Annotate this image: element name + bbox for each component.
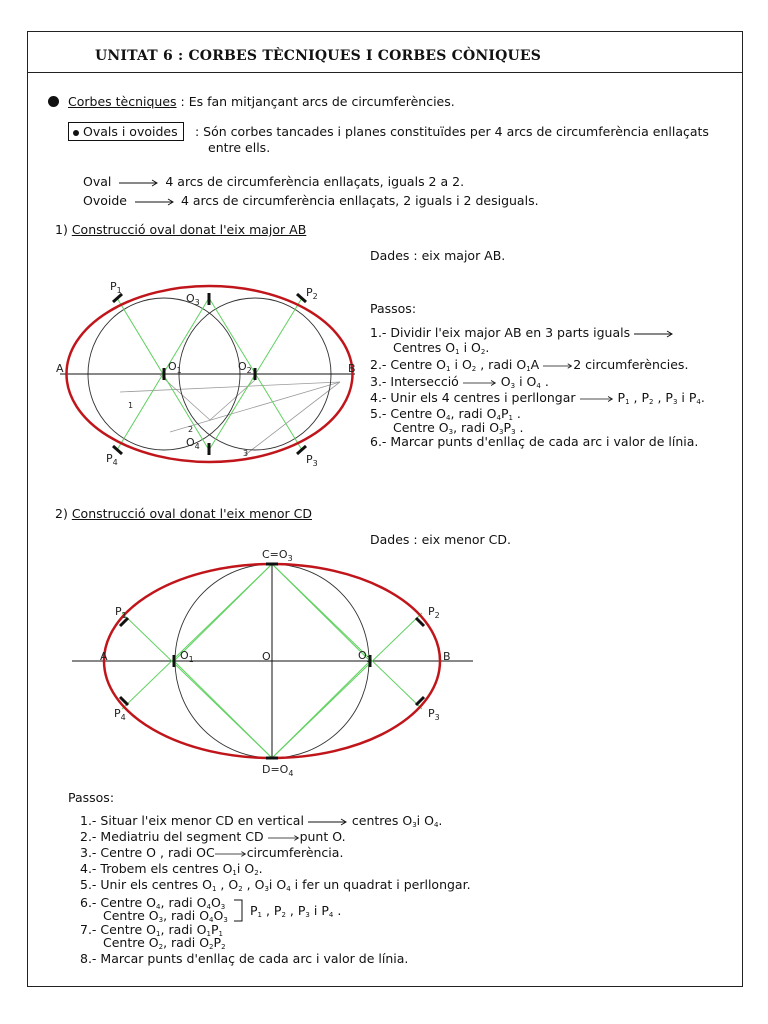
s: 2	[366, 655, 372, 664]
s2-step4-text: 4.- Trobem els centres O	[80, 861, 233, 876]
s1-step5-text: 5.- Centre O	[370, 406, 447, 421]
s: 3	[194, 298, 200, 307]
s1-step1	[370, 325, 674, 340]
bullet-icon	[48, 96, 59, 107]
s: 4	[120, 713, 126, 722]
sub: 1	[211, 885, 217, 893]
intro-line	[68, 94, 455, 109]
frag: i	[519, 374, 523, 389]
sub: 4	[209, 916, 214, 924]
sub: 2	[254, 869, 259, 877]
s1-step2-text: 2.- Centre O	[370, 357, 447, 372]
intro-label: Corbes tècniques	[68, 94, 177, 109]
s1-step2: 2.- Centre $O_1$ i $O_2$ , radi $O_1A$ 2 circumferències.	[370, 357, 689, 373]
section2-passos: Passos:	[68, 790, 115, 805]
sub: 1	[218, 930, 223, 938]
s: 3	[312, 459, 318, 468]
section1-heading	[55, 222, 306, 237]
label-p3	[306, 453, 318, 468]
s1-step3-text: 3.- Intersecció	[370, 374, 459, 389]
arrow-icon	[135, 198, 175, 206]
label-o4	[186, 436, 200, 451]
label-o1	[180, 649, 194, 664]
sub: 4	[328, 911, 334, 919]
frag: i	[416, 813, 421, 828]
page-title: UNITAT 6 : CORBES TÈCNIQUES I CORBES CÒNIQUES	[95, 48, 542, 64]
s1-step3: 3.- Intersecció $O_3$ i $O_4$ .	[370, 374, 549, 390]
s2-step3	[80, 845, 343, 860]
sub: 1	[257, 911, 263, 919]
sub: 3	[223, 916, 228, 924]
label-p1	[110, 280, 122, 295]
o: O	[358, 649, 367, 662]
s2-step5-text: 5.- Unir els centres O	[80, 877, 212, 892]
section1-dades: Dades : eix major AB.	[370, 248, 506, 263]
s2-step8: 8.- Marcar punts d'enllaç de cada arc i valor de línia.	[80, 951, 409, 966]
label-o: O	[262, 650, 271, 663]
s2-step1: 1.- Situar l'eix menor CD en vertical centres $O_3i$ $O_4$.	[80, 813, 443, 829]
oval-minor-axis-diagram	[70, 545, 480, 780]
frag: A	[530, 357, 540, 372]
s1-step4-text: 4.- Unir els 4 centres i perllongar	[370, 390, 576, 405]
label-p4	[114, 707, 126, 722]
frag: 2 circumferències.	[573, 357, 689, 372]
sub: 3	[158, 916, 164, 924]
sub: 4	[433, 821, 439, 829]
def-ovoide-term: Ovoide	[83, 193, 127, 208]
label-o2	[358, 649, 372, 664]
label-p4	[106, 452, 118, 467]
s2-step7-text: 7.- Centre O	[80, 922, 157, 937]
sub: 4	[156, 903, 161, 911]
label-d	[262, 763, 293, 778]
s: 4	[288, 769, 294, 778]
arrow-icon	[119, 179, 159, 187]
sub: 3	[499, 428, 504, 436]
frag: i	[681, 390, 685, 405]
intro-text: : Es fan mitjançant arcs de circumferències.	[176, 94, 455, 109]
sub: 1	[446, 365, 451, 373]
o: O	[238, 360, 247, 373]
p: P	[110, 280, 117, 293]
header-rule	[27, 72, 743, 73]
sub: 2	[471, 365, 477, 373]
s2-step6b: Centre $O_3$, radi $O_4O_3$	[103, 908, 228, 924]
frag: , radi O	[453, 420, 500, 435]
s2-step7b: Centre $O_2$, radi $O_2P_2$	[103, 935, 226, 951]
s1-step5b-text: Centre O	[393, 420, 449, 435]
sub: 3	[264, 885, 269, 893]
arrow-icon	[215, 850, 247, 858]
label-p1	[115, 605, 127, 620]
sub: 4	[286, 885, 291, 893]
sub: 1	[206, 930, 211, 938]
section1-passos: Passos:	[370, 301, 417, 316]
s: 2	[312, 292, 318, 301]
label-o3	[186, 292, 200, 307]
ovals-label: Ovals i ovoides	[83, 124, 178, 139]
section2-title: Construcció oval donat l'eix menor CD	[71, 506, 312, 521]
s2-step3b-text: circumferència.	[246, 845, 344, 860]
label-a: A	[56, 362, 64, 375]
sub: 4	[496, 414, 501, 422]
s2-step5: 5.- Unir els centres $O_1$ , $O_2$ , $O_3i$ $O_4$ i fer un quadrat i perllongar.	[80, 877, 471, 893]
sub: 4	[446, 414, 451, 422]
def-ovoide	[83, 193, 539, 208]
s: 4	[194, 442, 200, 451]
s1-step6: 6.- Marcar punts d'enllaç de cada arc i valor de línia.	[370, 434, 699, 449]
sub: 1	[625, 398, 630, 406]
s2-step7b-text: Centre O	[103, 935, 159, 950]
s: 2	[434, 611, 440, 620]
section2-heading	[55, 506, 312, 521]
sub: 2	[281, 911, 286, 919]
o: O	[180, 649, 189, 662]
s2-step1b-text: centres O	[351, 813, 413, 828]
arrow-icon	[580, 395, 614, 403]
arrow-icon	[463, 379, 497, 387]
s2-step5b-text: i fer un quadrat i perllongar.	[294, 877, 471, 892]
frag: , radi O	[450, 406, 497, 421]
s: 1	[121, 611, 127, 620]
sub: 2	[649, 398, 654, 406]
sub: 1	[232, 869, 237, 877]
s1-step1-text: 1.- Dividir l'eix major AB en 3 parts iguals	[370, 325, 631, 340]
frag: i	[268, 877, 273, 892]
frag: , radi O	[480, 357, 527, 372]
sub: 2	[158, 943, 164, 951]
frag: , radi O	[160, 895, 207, 910]
s1-step1b-text: Centres O	[393, 340, 456, 355]
s1-step5: 5.- Centre $O_4$, radi $O_4P_1$ .	[370, 406, 521, 422]
s2-step6: 6.- Centre $O_4$, radi $O_4O_3$	[80, 895, 226, 911]
s2-step4: 4.- Trobem els centres $O_1i$ $O_2$.	[80, 861, 263, 877]
oval-major-axis-diagram	[50, 270, 370, 470]
o: O	[168, 360, 177, 373]
sub: 3	[511, 428, 516, 436]
sub: 3	[510, 382, 516, 390]
label-c	[262, 548, 293, 563]
label-n1: 1	[128, 401, 134, 410]
sub: 1	[156, 930, 161, 938]
sub: 4	[536, 382, 541, 390]
sub: 2	[209, 943, 214, 951]
sub: 2	[238, 885, 243, 893]
s: 4	[112, 458, 118, 467]
p: P	[106, 452, 113, 465]
p: P	[306, 453, 313, 466]
frag: i	[313, 903, 318, 918]
s2-step6-text: 6.- Centre O	[80, 895, 157, 910]
s2-step7: 7.- Centre $O_1$, radi $O_1P_1$	[80, 922, 223, 938]
sub: 4	[206, 903, 211, 911]
s: 2	[246, 366, 252, 375]
def-oval	[83, 174, 464, 189]
frag: , radi O	[163, 908, 210, 923]
sub: 1	[526, 365, 531, 373]
label-b: B	[443, 650, 451, 663]
s: 1	[188, 655, 194, 664]
label-b: B	[348, 362, 356, 375]
s1-step4: 4.- Unir els 4 centres i perllongar $P_1$ , $P_2$ , $P_3$ i $P_4$.	[370, 390, 705, 406]
d: D=O	[262, 763, 289, 776]
s2-step6-result: $P_1$ , $P_2$ , $P_3$ i $P_4$ .	[250, 903, 342, 919]
label-a: A	[100, 650, 108, 663]
frag: , radi O	[163, 935, 210, 950]
label-n2: 2	[188, 425, 194, 434]
p: P	[428, 605, 435, 618]
s2-step1-text: 1.- Situar l'eix menor CD en vertical	[80, 813, 304, 828]
label-p2	[306, 286, 318, 301]
s1-step1b: Centres $O_1$ i $O_2$.	[393, 340, 490, 356]
section2-num: 2)	[55, 506, 68, 521]
s2-step3-text: 3.- Centre O , radi OC	[80, 845, 215, 860]
s2-step6b-text: Centre O	[103, 908, 159, 923]
def-ovoide-text: 4 arcs de circumferència enllaçats, 2 iguals i 2 desiguals.	[180, 193, 539, 208]
section2-dades: Dades : eix menor CD.	[370, 532, 511, 547]
p: P	[428, 707, 435, 720]
p: P	[114, 707, 121, 720]
frag: , radi O	[160, 922, 207, 937]
sub: 1	[455, 348, 460, 356]
def-oval-term: Oval	[83, 174, 112, 189]
ovals-box	[68, 122, 184, 141]
label-p2	[428, 605, 440, 620]
sub: 3	[412, 821, 417, 829]
arrow-icon	[268, 834, 300, 842]
p: P	[306, 286, 313, 299]
o: O	[186, 292, 195, 305]
frag: i	[463, 340, 468, 355]
sub: 3	[220, 903, 226, 911]
label-n3: 3	[243, 449, 249, 458]
sub: 2	[221, 943, 226, 951]
sub: 2	[480, 348, 486, 356]
arrow-icon	[634, 330, 674, 338]
sub: 3	[448, 428, 454, 436]
arrow-icon	[308, 818, 348, 826]
c: C=O	[262, 548, 288, 561]
frag: i	[454, 357, 458, 372]
frag: i	[236, 861, 241, 876]
label-o2	[238, 360, 252, 375]
arrow-icon	[543, 362, 573, 370]
s1-step5b: Centre $O_3$, radi $O_3P_3$ .	[393, 420, 524, 436]
sub: 1	[508, 414, 513, 422]
p: P	[115, 605, 122, 618]
def-oval-text: 4 arcs de circumferència enllaçats, iguals 2 a 2.	[165, 174, 465, 189]
sub: 4	[696, 398, 701, 406]
section1-title: Construcció oval donat l'eix major AB	[71, 222, 307, 237]
dot-icon	[73, 130, 79, 136]
sub: 3	[305, 911, 310, 919]
section1-num: 1)	[55, 222, 68, 237]
ovals-text1: : Són corbes tancades i planes constituïdes per 4 arcs de circumferència enllaçats	[195, 124, 709, 139]
ovals-text2: entre ells.	[208, 140, 271, 155]
sub: 3	[672, 398, 678, 406]
s2-step2-text: 2.- Mediatriu del segment CD	[80, 829, 264, 844]
s: 1	[176, 366, 182, 375]
s: 3	[287, 554, 293, 563]
s: 1	[116, 286, 122, 295]
bracket-icon	[232, 899, 246, 923]
s2-step2	[80, 829, 346, 844]
label-p3	[428, 707, 440, 722]
s2-step2b-text: punt O.	[299, 829, 346, 844]
s: 3	[434, 713, 440, 722]
o: O	[186, 436, 195, 449]
